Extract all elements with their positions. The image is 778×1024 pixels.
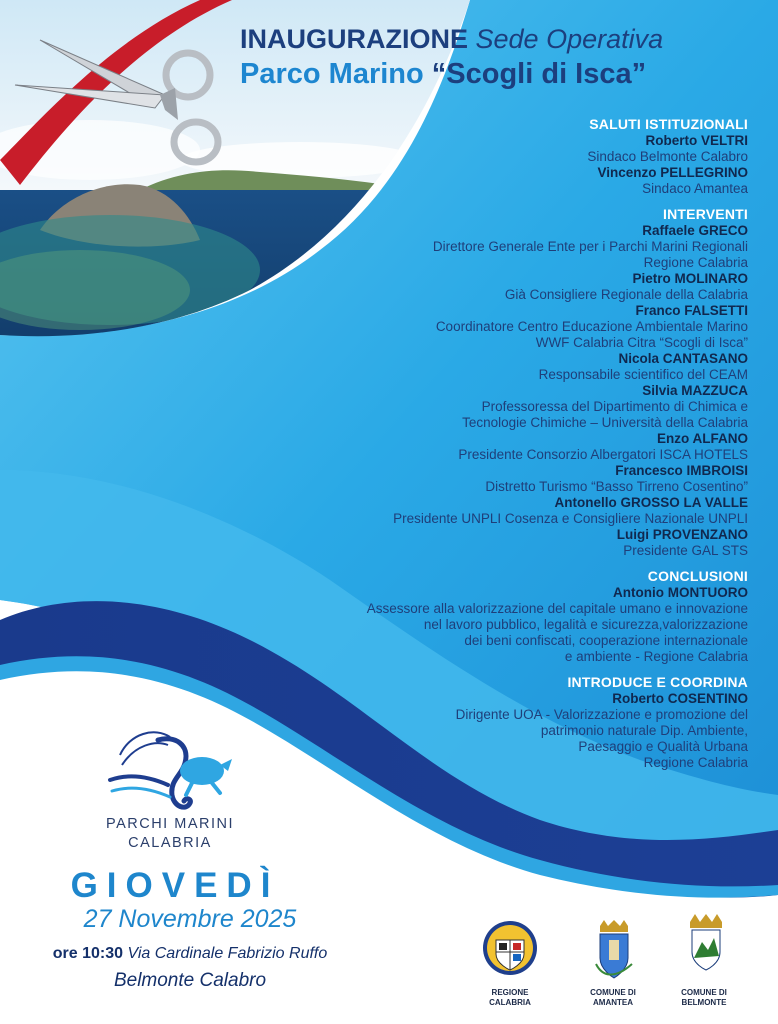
- event-title: [240, 24, 663, 55]
- event-address: Via Cardinale Fabrizio Ruffo: [127, 945, 328, 962]
- sponsor-belmonte-line-1: COMUNE DI: [681, 988, 727, 997]
- speaker-role: Tecnologie Chimiche – Università della Calabria: [462, 415, 748, 430]
- speaker-role: nel lavoro pubblico, legalità e sicurezza,valorizzazione: [423, 617, 748, 632]
- title-italic: Sede Operativa: [475, 24, 664, 54]
- speaker-name: Roberto COSENTINO: [612, 691, 748, 706]
- speaker-role: Regione Calabria: [643, 255, 748, 270]
- sponsor-amantea-label: [578, 988, 648, 1008]
- speaker-role: Sindaco Belmonte Calabro: [587, 149, 748, 164]
- sponsor-regione-line-1: REGIONE: [491, 988, 529, 997]
- sponsor-regione-line-2: CALABRIA: [489, 998, 531, 1007]
- speaker-role: patrimonio naturale Dip. Ambiente,: [540, 723, 748, 738]
- speaker-name: Silvia MAZZUCA: [642, 383, 748, 398]
- speaker-role: Dirigente UOA - Valorizzazione e promozione del: [455, 707, 748, 722]
- subtitle-name: “Scogli di Isca”: [431, 58, 647, 90]
- speaker-name: Roberto VELTRI: [645, 133, 748, 148]
- program-list: [228, 116, 748, 771]
- speaker-role: Presidente Consorzio Albergatori ISCA HOTELS: [458, 447, 748, 462]
- title-bold: INAUGURAZIONE: [240, 24, 468, 54]
- speaker-name: Luigi PROVENZANO: [616, 527, 748, 542]
- speaker-role: Professoressa del Dipartimento di Chimica e: [481, 399, 748, 414]
- sponsor-amantea-line-1: COMUNE DI: [590, 988, 636, 997]
- logo-line-2: CALABRIA: [128, 835, 212, 851]
- speaker-role: WWF Calabria Citra “Scogli di Isca”: [535, 335, 748, 350]
- speaker-role: Sindaco Amantea: [642, 181, 748, 196]
- event-time: ore 10:30: [52, 945, 123, 962]
- event-date: 27 Novembre 2025: [83, 905, 297, 933]
- section-title: INTRODUCE E COORDINA: [567, 674, 748, 690]
- amantea-crest-icon: [594, 918, 634, 982]
- speaker-name: Franco FALSETTI: [635, 303, 748, 318]
- speaker-name: Nicola CANTASANO: [618, 351, 748, 366]
- speaker-role: Regione Calabria: [643, 755, 748, 770]
- speaker-role: Responsabile scientifico del CEAM: [538, 367, 748, 382]
- section-title: CONCLUSIONI: [647, 568, 748, 584]
- seahorse-turtle-icon: [100, 725, 240, 820]
- logo-text: [70, 815, 270, 853]
- speaker-role: Già Consigliere Regionale della Calabria: [504, 287, 748, 302]
- speaker-role: Presidente GAL STS: [623, 543, 748, 558]
- speaker-role: e ambiente - Regione Calabria: [564, 649, 748, 664]
- speaker-role: Distretto Turismo “Basso Tirreno Cosentino”: [485, 479, 748, 494]
- speaker-name: Francesco IMBROISI: [615, 463, 748, 478]
- speaker-role: Coordinatore Centro Educazione Ambientale Marino: [435, 319, 748, 334]
- speaker-role: Assessore alla valorizzazione del capitale umano e innovazione: [366, 601, 748, 616]
- speaker-role: Presidente UNPLI Cosenza e Consigliere Nazionale UNPLI: [393, 511, 748, 526]
- speaker-name: Enzo ALFANO: [657, 431, 748, 446]
- speaker-name: Raffaele GRECO: [642, 223, 748, 238]
- speaker-role: Direttore Generale Ente per i Parchi Marini Regionali: [432, 239, 748, 254]
- speaker-name: Vincenzo PELLEGRINO: [597, 165, 748, 180]
- belmonte-crest-icon: [686, 914, 726, 972]
- event-time-address: [20, 945, 360, 963]
- event-town: Belmonte Calabro: [113, 970, 267, 991]
- sponsor-belmonte-line-2: BELMONTE: [681, 998, 727, 1007]
- regione-calabria-crest-icon: [482, 918, 538, 978]
- speaker-name: Pietro MOLINARO: [632, 271, 748, 286]
- speaker-name: Antonio MONTUORO: [613, 585, 748, 600]
- sponsor-belmonte-label: [669, 988, 739, 1008]
- subtitle-prefix: Parco Marino: [240, 58, 432, 90]
- logo-line-1: PARCHI MARINI: [106, 816, 234, 832]
- event-subtitle: [240, 58, 646, 91]
- speaker-role: Paesaggio e Qualità Urbana: [578, 739, 748, 754]
- event-day: GIOVEDÌ: [70, 866, 280, 905]
- speaker-name: Antonello GROSSO LA VALLE: [554, 495, 748, 510]
- section-title: SALUTI ISTITUZIONALI: [589, 116, 748, 132]
- speaker-role: dei beni confiscati, cooperazione internazionale: [464, 633, 748, 648]
- sponsor-regione-label: [475, 988, 545, 1008]
- sponsor-amantea-line-2: AMANTEA: [593, 998, 633, 1007]
- section-title: INTERVENTI: [663, 206, 748, 222]
